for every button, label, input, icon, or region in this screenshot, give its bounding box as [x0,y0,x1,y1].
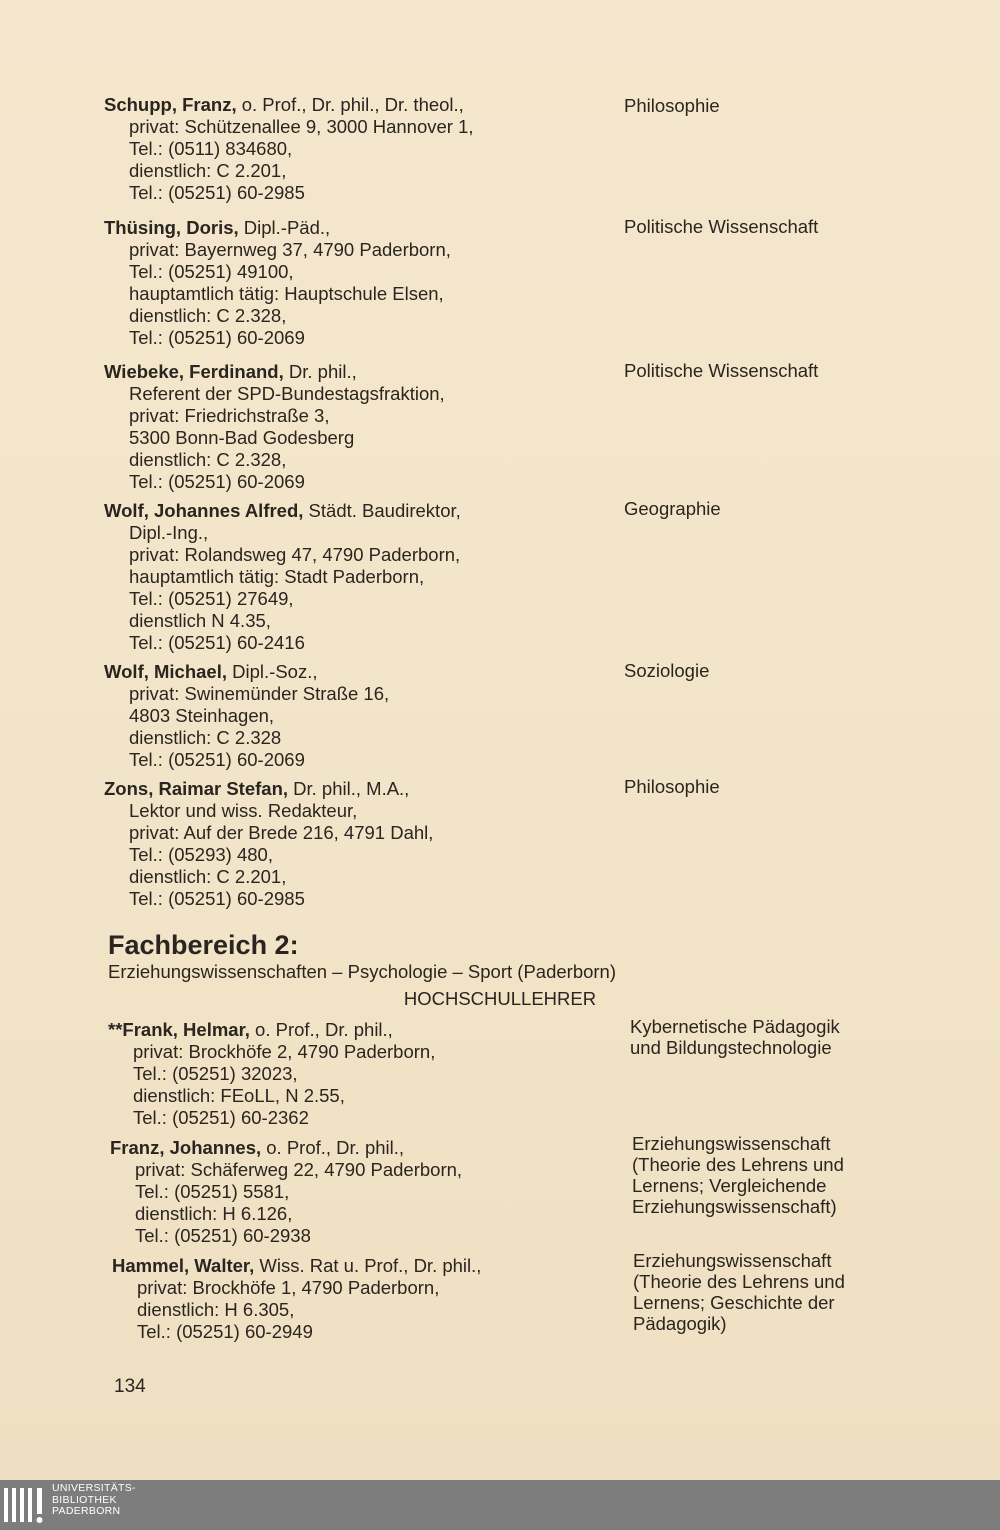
subject-line: und Bildungstechnologie [630,1037,832,1058]
subject-line: Soziologie [624,660,710,681]
entry-line: privat: Schützenallee 9, 3000 Hannover 1, [129,116,474,137]
entry-line: Tel.: (05251) 60-2069 [129,327,305,348]
subject-area [624,776,894,797]
entry-line: privat: Friedrichstraße 3, [129,405,330,426]
entry-line: 4803 Steinhagen, [129,705,275,726]
person-entry [112,1255,612,1343]
logo-line: PADERBORN [52,1505,121,1517]
person-name: Wolf, Johannes Alfred, [104,500,304,521]
entry-line: dienstlich: C 2.328, [129,305,287,326]
section-heading: HOCHSCHULLEHRER [403,988,597,1009]
subject-line: (Theorie des Lehrens und [633,1271,845,1292]
person-entry [104,661,604,771]
entry-line: dienstlich: C 2.201, [129,866,287,887]
entry-line: dienstlich: C 2.201, [129,160,287,181]
subject-area [632,1133,902,1217]
person-title: Städt. Baudirektor, [303,500,461,521]
person-entry [108,1019,608,1129]
entry-line: Tel.: (05251) 60-2069 [129,749,305,770]
logo-line: UNIVERSITÄTS- [52,1482,136,1494]
subject-line: Erziehungswissenschaft [632,1133,831,1154]
entry-line: dienstlich: C 2.328, [129,449,287,470]
entry-line: dienstlich: H 6.126, [135,1203,293,1224]
section-title: Fachbereich 2: [108,930,299,960]
entry-line: Tel.: (05251) 60-2985 [129,182,305,203]
person-name: Franz, Johannes, [110,1137,262,1158]
subject-line: Politische Wissenschaft [624,360,819,381]
entry-line: privat: Bayernweg 37, 4790 Paderborn, [129,239,451,260]
entry-line: Tel.: (05293) 480, [129,844,273,865]
person-name: Wiebeke, Ferdinand, [104,361,284,382]
entry-line: Tel.: (05251) 60-2362 [133,1107,309,1128]
entry-line: Tel.: (05251) 60-2985 [129,888,305,909]
subject-line: (Theorie des Lehrens und [632,1154,844,1175]
subject-area [624,498,894,519]
section-subtitle: Erziehungswissenschaften – Psychologie – Sport (Paderborn) [108,961,617,982]
subject-area [630,1016,900,1058]
library-logo-text [52,1483,136,1518]
person-name: Zons, Raimar Stefan, [104,778,289,799]
entry-line: privat: Brockhöfe 1, 4790 Paderborn, [137,1277,440,1298]
entry-line: Tel.: (0511) 834680, [129,138,293,159]
subject-line: Erziehungswissenschaft [633,1250,832,1271]
entry-line: privat: Swinemünder Straße 16, [129,683,390,704]
person-entry [104,94,604,204]
entry-line: privat: Schäferweg 22, 4790 Paderborn, [135,1159,463,1180]
person-name: **Frank, Helmar, [108,1019,250,1040]
subject-line: Geographie [624,498,721,519]
subject-line: Philosophie [624,776,720,797]
subject-line: Erziehungswissenschaft) [632,1196,837,1217]
entry-line: Tel.: (05251) 60-2069 [129,471,305,492]
entry-line: Tel.: (05251) 27649, [129,588,294,609]
subject-line: Lernens; Geschichte der [633,1292,835,1313]
person-title: Dipl.-Päd., [238,217,331,238]
subject-area [624,216,894,237]
subject-line: Philosophie [624,95,720,116]
logo-line: BIBLIOTHEK [52,1493,117,1506]
entry-line: Tel.: (05251) 49100, [129,261,294,282]
entry-line: Tel.: (05251) 60-2416 [129,632,305,653]
person-name: Wolf, Michael, [104,661,228,682]
person-entry [104,361,604,493]
person-name: Thüsing, Doris, [104,217,239,238]
subject-area [633,1250,903,1334]
entry-line: hauptamtlich tätig: Hauptschule Elsen, [129,283,444,304]
entry-line: dienstlich N 4.35, [129,610,271,631]
entry-line: Tel.: (05251) 5581, [135,1181,290,1202]
subject-line: Politische Wissenschaft [624,216,819,237]
library-footer [0,1480,1000,1530]
entry-line: 5300 Bonn-Bad Godesberg [129,427,355,448]
person-entry [104,217,604,349]
person-title: Dr. phil., M.A., [288,778,410,799]
person-title: o. Prof., Dr. phil., Dr. theol., [236,94,464,115]
entry-line: Dipl.-Ing., [129,522,209,543]
subject-area [624,360,894,381]
entry-line: Tel.: (05251) 60-2949 [137,1321,313,1342]
entry-line: dienstlich: H 6.305, [137,1299,295,1320]
entry-line: Referent der SPD-Bundestagsfraktion, [129,383,445,404]
person-entry [110,1137,610,1247]
person-name: Hammel, Walter, [112,1255,255,1276]
library-logo-icon [4,1486,44,1524]
person-title: Dipl.-Soz., [227,661,318,682]
entry-line: Lektor und wiss. Redakteur, [129,800,358,821]
page-number: 134 [114,1376,146,1397]
entry-line: hauptamtlich tätig: Stadt Paderborn, [129,566,425,587]
subject-line: Lernens; Vergleichende [632,1175,827,1196]
entry-line: Tel.: (05251) 32023, [133,1063,298,1084]
subject-area [624,660,894,681]
person-title: o. Prof., Dr. phil., [249,1019,393,1040]
person-entry [104,778,604,910]
subject-line: Pädagogik) [633,1313,727,1334]
entry-line: dienstlich: C 2.328 [129,727,282,748]
person-name: Schupp, Franz, [104,94,237,115]
entry-line: privat: Rolandsweg 47, 4790 Paderborn, [129,544,461,565]
person-title: Dr. phil., [283,361,357,382]
subject-line: Kybernetische Pädagogik [630,1016,840,1037]
entry-line: dienstlich: FEoLL, N 2.55, [133,1085,345,1106]
subject-area [624,95,894,116]
entry-line: privat: Brockhöfe 2, 4790 Paderborn, [133,1041,436,1062]
entry-line: Tel.: (05251) 60-2938 [135,1225,311,1246]
person-entry [104,500,604,654]
person-title: o. Prof., Dr. phil., [261,1137,405,1158]
person-title: Wiss. Rat u. Prof., Dr. phil., [254,1255,482,1276]
entry-line: privat: Auf der Brede 216, 4791 Dahl, [129,822,434,843]
